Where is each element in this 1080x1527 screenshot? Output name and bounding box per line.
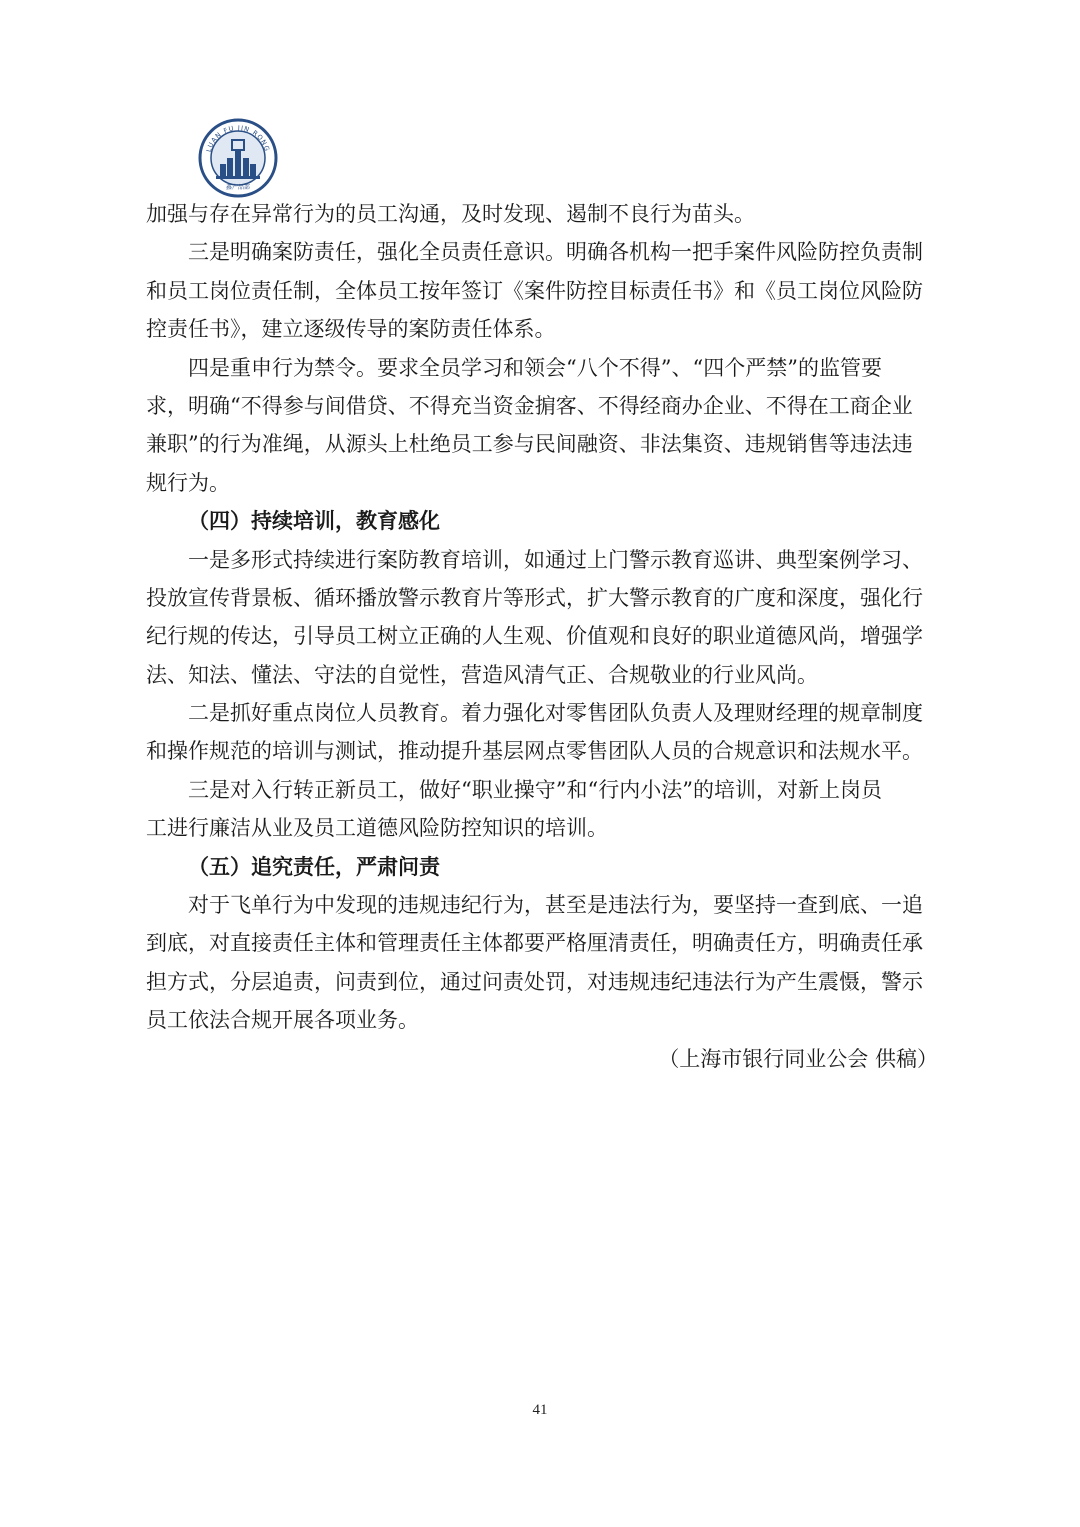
paragraph-line: 兼职”的行为准绳，从源头上杜绝员工参与民间融资、非法集资、违规销售等违法违 xyxy=(146,432,913,457)
company-logo xyxy=(198,118,278,198)
paragraph-line: 工进行廉洁从业及员工道德风险防控知识的培训。 xyxy=(146,816,608,841)
paragraph-line: 员工依法合规开展各项业务。 xyxy=(146,1008,419,1033)
paragraph-line: 一是多形式持续进行案防教育培训，如通过上门警示教育巡讲、典型案例学习、 xyxy=(188,547,923,572)
paragraph-line: 求，明确“不得参与间借贷、不得充当资金掮客、不得经商办企业、不得在工商企业 xyxy=(146,393,913,418)
paragraph-line: 控责任书》，建立逐级传导的案防责任体系。 xyxy=(146,317,556,342)
paragraph-line: 投放宣传背景板、循环播放警示教育片等形式，扩大警示教育的广度和深度，强化行 xyxy=(146,585,923,610)
paragraph-line: 规行为。 xyxy=(146,470,230,495)
paragraph-line: 到底，对直接责任主体和管理责任主体都要严格厘清责任，明确责任方，明确责任承 xyxy=(146,931,923,956)
source-credit: （上海市银行同业公会 供稿） xyxy=(658,1046,938,1071)
page-number: 41 xyxy=(532,1402,548,1418)
paragraph-line: 对于飞单行为中发现的违规违纪行为，甚至是违法行为，要坚持一查到底、一追 xyxy=(188,893,923,918)
paragraph-line: 二是抓好重点岗位人员教育。着力强化对零售团队负责人及理财经理的规章制度 xyxy=(188,701,923,726)
paragraph-line: 四是重申行为禁令。要求全员学习和领会“八个不得”、“四个严禁”的监管要 xyxy=(188,355,882,380)
paragraph-line: 加强与存在异常行为的员工沟通，及时发现、遏制不良行为苗头。 xyxy=(146,202,755,226)
paragraph-line: 法、知法、懂法、守法的自觉性，营造风清气正、合规敬业的行业风尚。 xyxy=(146,662,818,687)
paragraph-line: 三是明确案防责任，强化全员责任意识。明确各机构一把手案件风险防控负责制 xyxy=(188,240,923,265)
section-heading: （四）持续培训，教育感化 xyxy=(188,508,440,534)
svg-text:LUAN FU JIN RONG: LUAN FU JIN RONG xyxy=(204,123,272,153)
section-heading: （五）追究责任，严肃问责 xyxy=(188,853,440,879)
paragraph-line: 纪行规的传达，引导员工树立正确的人生观、价值观和良好的职业道德风尚，增强学 xyxy=(146,624,923,649)
paragraph-line: 和操作规范的培训与测试，推动提升基层网点零售团队人员的合规意识和法规水平。 xyxy=(146,739,923,764)
paragraph-line: 担方式，分层追责，问责到位，通过问责处罚，对违规违纪违法行为产生震慑，警示 xyxy=(146,969,923,994)
paragraph-line: 和员工岗位责任制，全体员工按年签订《案件防控目标责任书》和《员工岗位风险防 xyxy=(146,278,923,303)
paragraph-line: 三是对入行转正新员工，做好“职业操守”和“行内小法”的培训，对新上岗员 xyxy=(188,777,882,802)
svg-text:鑫产品部: 鑫产品部 xyxy=(225,184,251,191)
document-body xyxy=(146,195,946,1078)
